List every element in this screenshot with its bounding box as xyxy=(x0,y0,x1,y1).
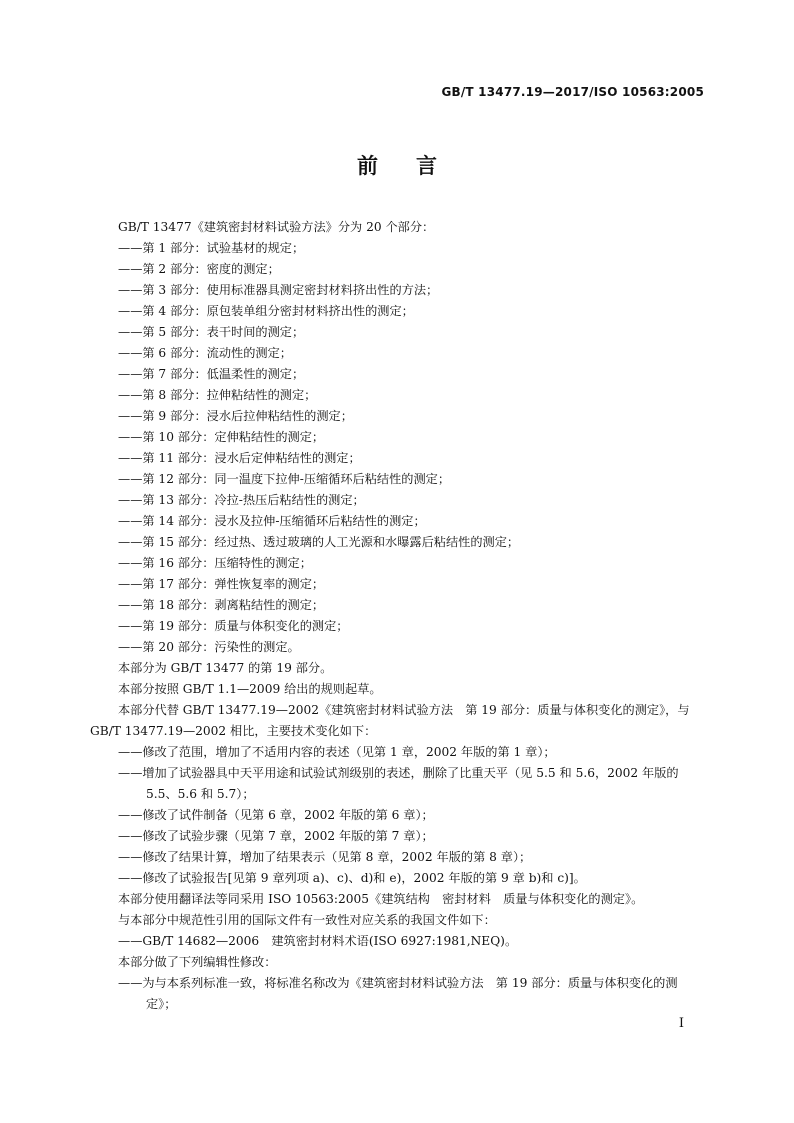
page-title xyxy=(0,150,794,180)
list-item: ——修改了范围，增加了不适用内容的表述（见第 1 章，2002 年版的第 1 章）； xyxy=(118,745,556,759)
list-item: ——第 19 部分：质量与体积变化的测定； xyxy=(118,619,349,633)
list-item: ——修改了试验报告[见第 9 章列项 a)、c)、d)和 e)，2002 年版的第 9 章 b)和 c)]。 xyxy=(118,871,586,885)
list-item: ——第 6 部分：流动性的测定； xyxy=(118,346,292,360)
list-item: ——修改了试验步骤（见第 7 章，2002 年版的第 7 章）； xyxy=(118,829,434,843)
paragraph: 本部分按照 GB/T 1.1—2009 给出的规则起草。 xyxy=(118,682,382,696)
list-item: ——第 5 部分：表干时间的测定； xyxy=(118,325,305,339)
list-item: ——第 20 部分：污染性的测定。 xyxy=(118,640,300,654)
page-number: I xyxy=(678,1016,684,1031)
title-char-1: 前 xyxy=(357,154,378,178)
list-item: ——第 8 部分：拉伸粘结性的测定； xyxy=(118,388,317,402)
list-item: ——为与本系列标准一致，将标准名称改为《建筑密封材料试验方法 第 19 部分：质量与体积变化的测定》； xyxy=(118,976,678,1011)
list-item: ——第 15 部分：经过热、透过玻璃的人工光源和水曝露后粘结性的测定； xyxy=(118,535,520,549)
list-item: ——第 12 部分：同一温度下拉伸-压缩循环后粘结性的测定； xyxy=(118,472,451,486)
list-item: ——第 17 部分：弹性恢复率的测定； xyxy=(118,577,325,591)
paragraph: 本部分代替 GB/T 13477.19—2002《建筑密封材料试验方法 第 19 部分：质量与体积变化的测定》，与 GB/T 13477.19—2002 相比，主要技术变化如下： xyxy=(90,703,690,738)
list-item: ——第 14 部分：浸水及拉伸-压缩循环后粘结性的测定； xyxy=(118,514,426,528)
list-item: ——第 3 部分：使用标准器具测定密封材料挤出性的方法； xyxy=(118,283,439,297)
paragraph: 与本部分中规范性引用的国际文件有一致性对应关系的我国文件如下： xyxy=(118,913,496,927)
list-item: ——第 7 部分：低温柔性的测定； xyxy=(118,367,305,381)
list-item: ——第 9 部分：浸水后拉伸粘结性的测定； xyxy=(118,409,353,423)
list-item: ——第 11 部分：浸水后定伸粘结性的测定； xyxy=(118,451,361,465)
standard-number-header: GB/T 13477.19—2017/ISO 10563:2005 xyxy=(441,85,704,99)
list-item: ——修改了结果计算，增加了结果表示（见第 8 章，2002 年版的第 8 章）； xyxy=(118,850,532,864)
list-item: ——第 16 部分：压缩特性的测定； xyxy=(118,556,312,570)
list-item: ——增加了试验器具中天平用途和试验试剂级别的表述，删除了比重天平（见 5.5 和 5.6，2002 年版的 5.5、5.6 和 5.7）； xyxy=(118,766,679,801)
list-item: ——第 2 部分：密度的测定； xyxy=(118,262,280,276)
paragraph: 本部分做了下列编辑性修改： xyxy=(118,955,277,969)
paragraph: 本部分为 GB/T 13477 的第 19 部分。 xyxy=(118,661,333,675)
list-item: ——第 13 部分：冷拉-热压后粘结性的测定； xyxy=(118,493,365,507)
list-item: ——第 4 部分：原包装单组分密封材料挤出性的测定； xyxy=(118,304,414,318)
document-body xyxy=(90,217,706,1015)
list-item: ——第 18 部分：剥离粘结性的测定； xyxy=(118,598,325,612)
list-item: ——GB/T 14682—2006 建筑密封材料术语(ISO 6927:1981,NEQ)。 xyxy=(118,934,518,948)
paragraph: 本部分使用翻译法等同采用 ISO 10563:2005《建筑结构 密封材料 质量与体积变化的测定》。 xyxy=(118,892,644,906)
list-item: ——修改了试件制备（见第 6 章，2002 年版的第 6 章）； xyxy=(118,808,434,822)
paragraph: GB/T 13477《建筑密封材料试验方法》分为 20 个部分： xyxy=(118,220,435,234)
title-char-2: 言 xyxy=(416,154,437,178)
list-item: ——第 10 部分：定伸粘结性的测定； xyxy=(118,430,325,444)
list-item: ——第 1 部分：试验基材的规定； xyxy=(118,241,305,255)
